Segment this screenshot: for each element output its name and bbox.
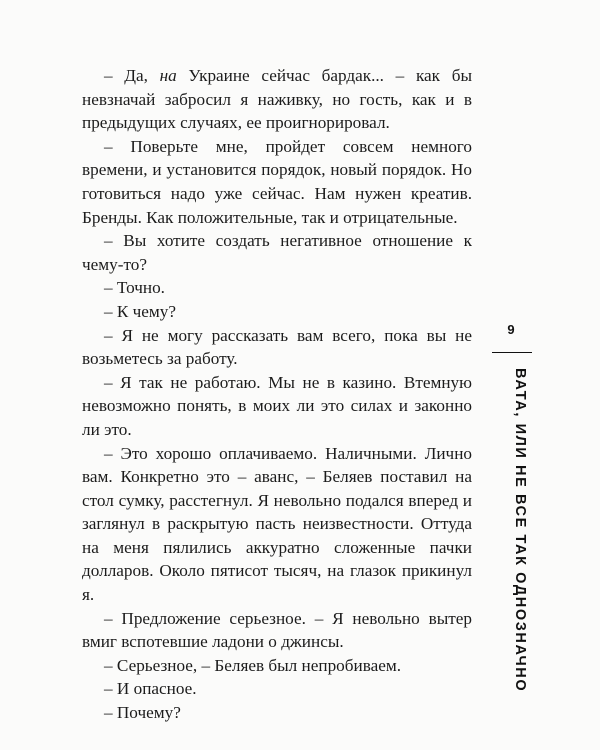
paragraph: – Поверьте мне, пройдет совсем немного времени, и установится порядок, новый порядок. Но готовиться надо уже сейчас. Нам нужен креатив. Бренды. Как положительные, так и отрицательные. (82, 136, 472, 227)
paragraph: – Это хорошо оплачиваемо. Наличными. Лично вам. Конкретно это – аванс, – Беляев поставил на стол сумку, расстегнул. Я невольно подался вперед и заглянул в раскрытую пасть неизвестности. Оттуда на меня пялились аккуратно сложенные пачки долларов. Около пятисот тысяч, на глазок прикинул я. (82, 443, 472, 605)
paragraph: – Я так не работаю. Мы не в казино. Втемную невозможно понять, в моих ли это силах и законно ли это. (82, 372, 472, 439)
paragraph: – Серьезное, – Беляев был непробиваем. (104, 655, 402, 675)
paragraph: – Вы хотите создать негативное отношение к чему-то? (82, 231, 472, 274)
italic-word: на (159, 66, 177, 85)
paragraph: – Я не могу рассказать вам всего, пока вы не возьметесь за работу. (82, 325, 472, 369)
running-head-title: ВАТА, ИЛИ НЕ ВСЕ ТАК ОДНОЗНАЧНО (512, 368, 528, 693)
paragraph: – И опасное. (104, 679, 197, 699)
page-number: 9 (507, 322, 515, 337)
page-number-rule (492, 352, 532, 353)
paragraph: – Предложение серьезное. – Я невольно вытер вмиг вспотевшие ладони о джинсы. (82, 608, 472, 652)
paragraph (82, 64, 472, 135)
paragraph-text: – Да, (104, 66, 160, 85)
paragraph-text: Украине сейчас бардак... – как бы невзначай забросил я наживку, но гость, как и в предыдущих случаях, ее проигнорировал. (82, 66, 472, 133)
paragraph: – Почему? (104, 703, 181, 723)
body-text (82, 64, 472, 725)
paragraph: – Точно. (104, 278, 165, 298)
paragraph: – К чему? (104, 301, 177, 321)
